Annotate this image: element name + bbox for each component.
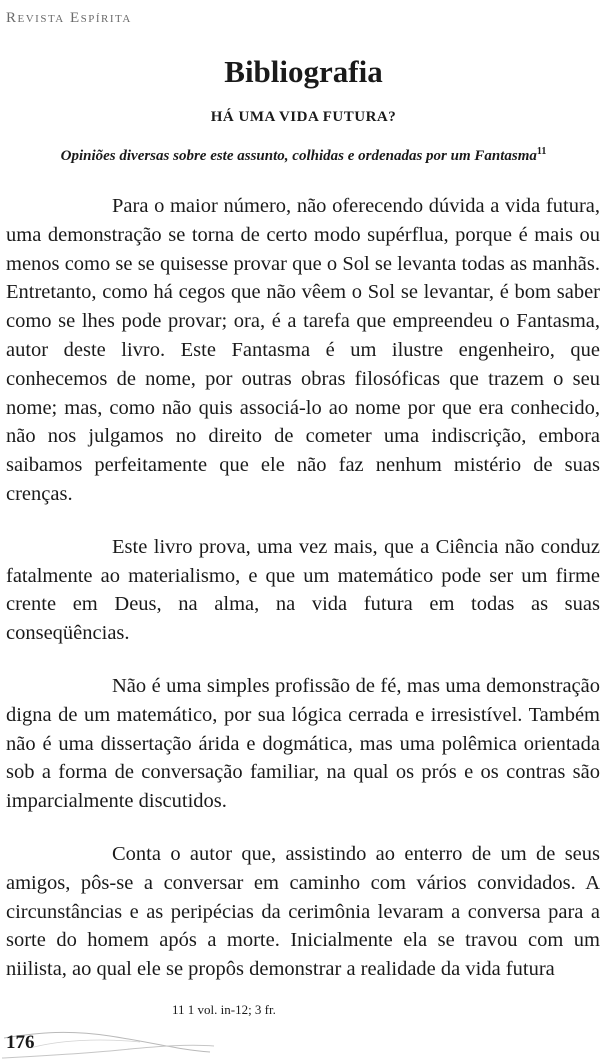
paragraph-2: Este livro prova, uma vez mais, que a Ciência não conduz fatalmente ao materialismo, e que um matemático pode ser um firme crente em Deus, na alma, na vida futura em todas as suas conseqüências. bbox=[6, 535, 600, 645]
paragraph-3: Não é uma simples profissão de fé, mas uma demonstração digna de um matemático, por sua lógica cerrada e irresistível. Também não é uma dissertação árida e dogmática, mas uma polêmica orientada sob a forma de conversação familiar, na qual os prós e os contras são imparcialmente discutidos. bbox=[6, 674, 600, 813]
epigraph-text: Opiniões diversas sobre este assunto, colhidas e ordenadas por um Fantasma bbox=[60, 148, 537, 164]
page-title: Bibliografia bbox=[224, 54, 383, 89]
page-number: 176 bbox=[6, 1032, 35, 1053]
footnote-reference: 11 bbox=[536, 146, 547, 157]
paragraph-1: Para o maior número, não oferecendo dúvida a vida futura, uma demonstração se torna de certo modo supérflua, porque é mais ou menos como se se quisesse provar que o Sol se levanta todas as manhãs. Entretanto, como há cegos que não vêem o Sol se levantar, é bom saber como se lhes pode provar; ora, é a tarefa que empreendeu o Fantasma, autor deste livro. Este Fantasma é um ilustre engenheiro, que conhecemos de nome, por outras obras filosóficas que trazem o seu nome; mas, como não quis associá-lo ao nome por que era conhecido, não nos julgamos no direito de cometer uma indiscrição, embora saibamos perfeitamente que ele não faz nenhum mistério de suas crenças. bbox=[6, 195, 600, 505]
paragraph-4: Conta o autor que, assistindo ao enterro de um de seus amigos, pôs-se a conversar em caminho com vários convidados. A circunstâncias e as peripécias da cerimônia levaram a conversa para a sorte do homem após a morte. Inicialmente ela se travou com um niilista, ao qual ele se propôs demonstrar a realidade da vida futura bbox=[6, 842, 600, 981]
section-subtitle: HÁ UMA VIDA FUTURA? bbox=[210, 109, 397, 125]
footnote: 11 1 vol. in-12; 3 fr. bbox=[172, 1002, 276, 1017]
epigraph bbox=[0, 146, 607, 165]
running-head: Revista Espírita bbox=[6, 10, 132, 26]
body-text bbox=[6, 192, 600, 984]
